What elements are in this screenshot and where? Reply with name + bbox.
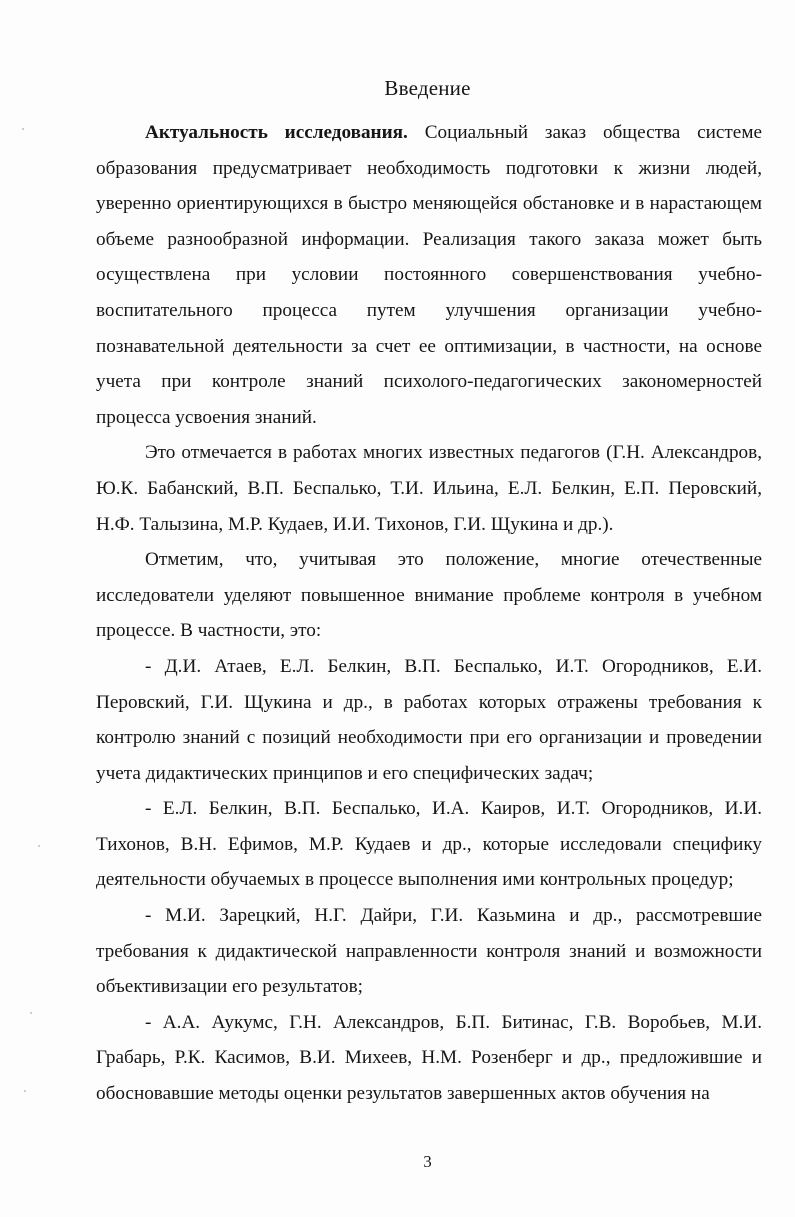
list-item: - Е.Л. Белкин, В.П. Беспалько, И.А. Каиров, И.Т. Огородников, И.И. Тихонов, В.Н. Ефимов, М.Р. Кудаев и др., которые исследовали специфику деятельности обучаемых в процессе выполнения ими контрольных процедур; [96, 798, 762, 891]
list-item: - А.А. Аукумс, Г.Н. Александров, Б.П. Битинас, Г.В. Воробьев, М.И. Грабарь, Р.К. Касимов, В.И. Михеев, Н.М. Розенберг и др., предложившие и обосновавшие методы оценки результатов завершенных актов обучения на [96, 1011, 762, 1105]
paragraph-authors: Это отмечается в работах многих известных педагогов (Г.Н. Александров, Ю.К. Бабанский, В.П. Беспалько, Т.И. Ильина, Е.Л. Белкин, Е.П. Перовский, Н.Ф. Талызина, М.Р. Кудаев, И.И. Тихонов, Г.И. Щукина и др.). [96, 442, 762, 535]
scan-speck [22, 128, 24, 130]
body-text [96, 115, 762, 1112]
paragraph-text: Социальный заказ общества системе образования предусматривает необходимость подготовки к жизни людей, уверенно ориентирующихся в быстро меняющейся обстановке и в нарастающем объеме разнообразной информации. Реализация такого заказа может быть осуществлена при условии постоянного совершенствования учебно-воспитательного процесса путем улучшения организации учебно-познавательной деятельности за счет ее оптимизации, в частности, на основе учета при контроле знаний психолого-педагогических закономерностей процесса усвоения знаний. [96, 122, 762, 428]
scan-speck [24, 1090, 26, 1092]
scan-speck [30, 1012, 32, 1014]
paragraph-lead: Актуальность исследования. [145, 122, 408, 143]
scan-speck [38, 845, 40, 847]
paragraph-relevance [96, 115, 762, 435]
list-item: - М.И. Зарецкий, Н.Г. Дайри, Г.И. Казьмина и др., рассмотревшие требования к дидактической направленности контроля знаний и возможности объективизации его результатов; [96, 905, 762, 998]
list-item: - Д.И. Атаев, Е.Л. Белкин, В.П. Беспалько, И.Т. Огородников, Е.И. Перовский, Г.И. Щукина и др., в работах которых отражены требования к контролю знаний с позиций необходимости при его организации и проведении учета дидактических принципов и его специфических задач; [96, 655, 762, 784]
paragraph-intro-list: Отметим, что, учитывая это положение, многие отечественные исследователи уделяют повышенное внимание проблеме контроля в учебном процессе. В частности, это: [96, 549, 762, 642]
page-number: 3 [423, 1152, 432, 1171]
page-title: Введение [384, 76, 471, 100]
